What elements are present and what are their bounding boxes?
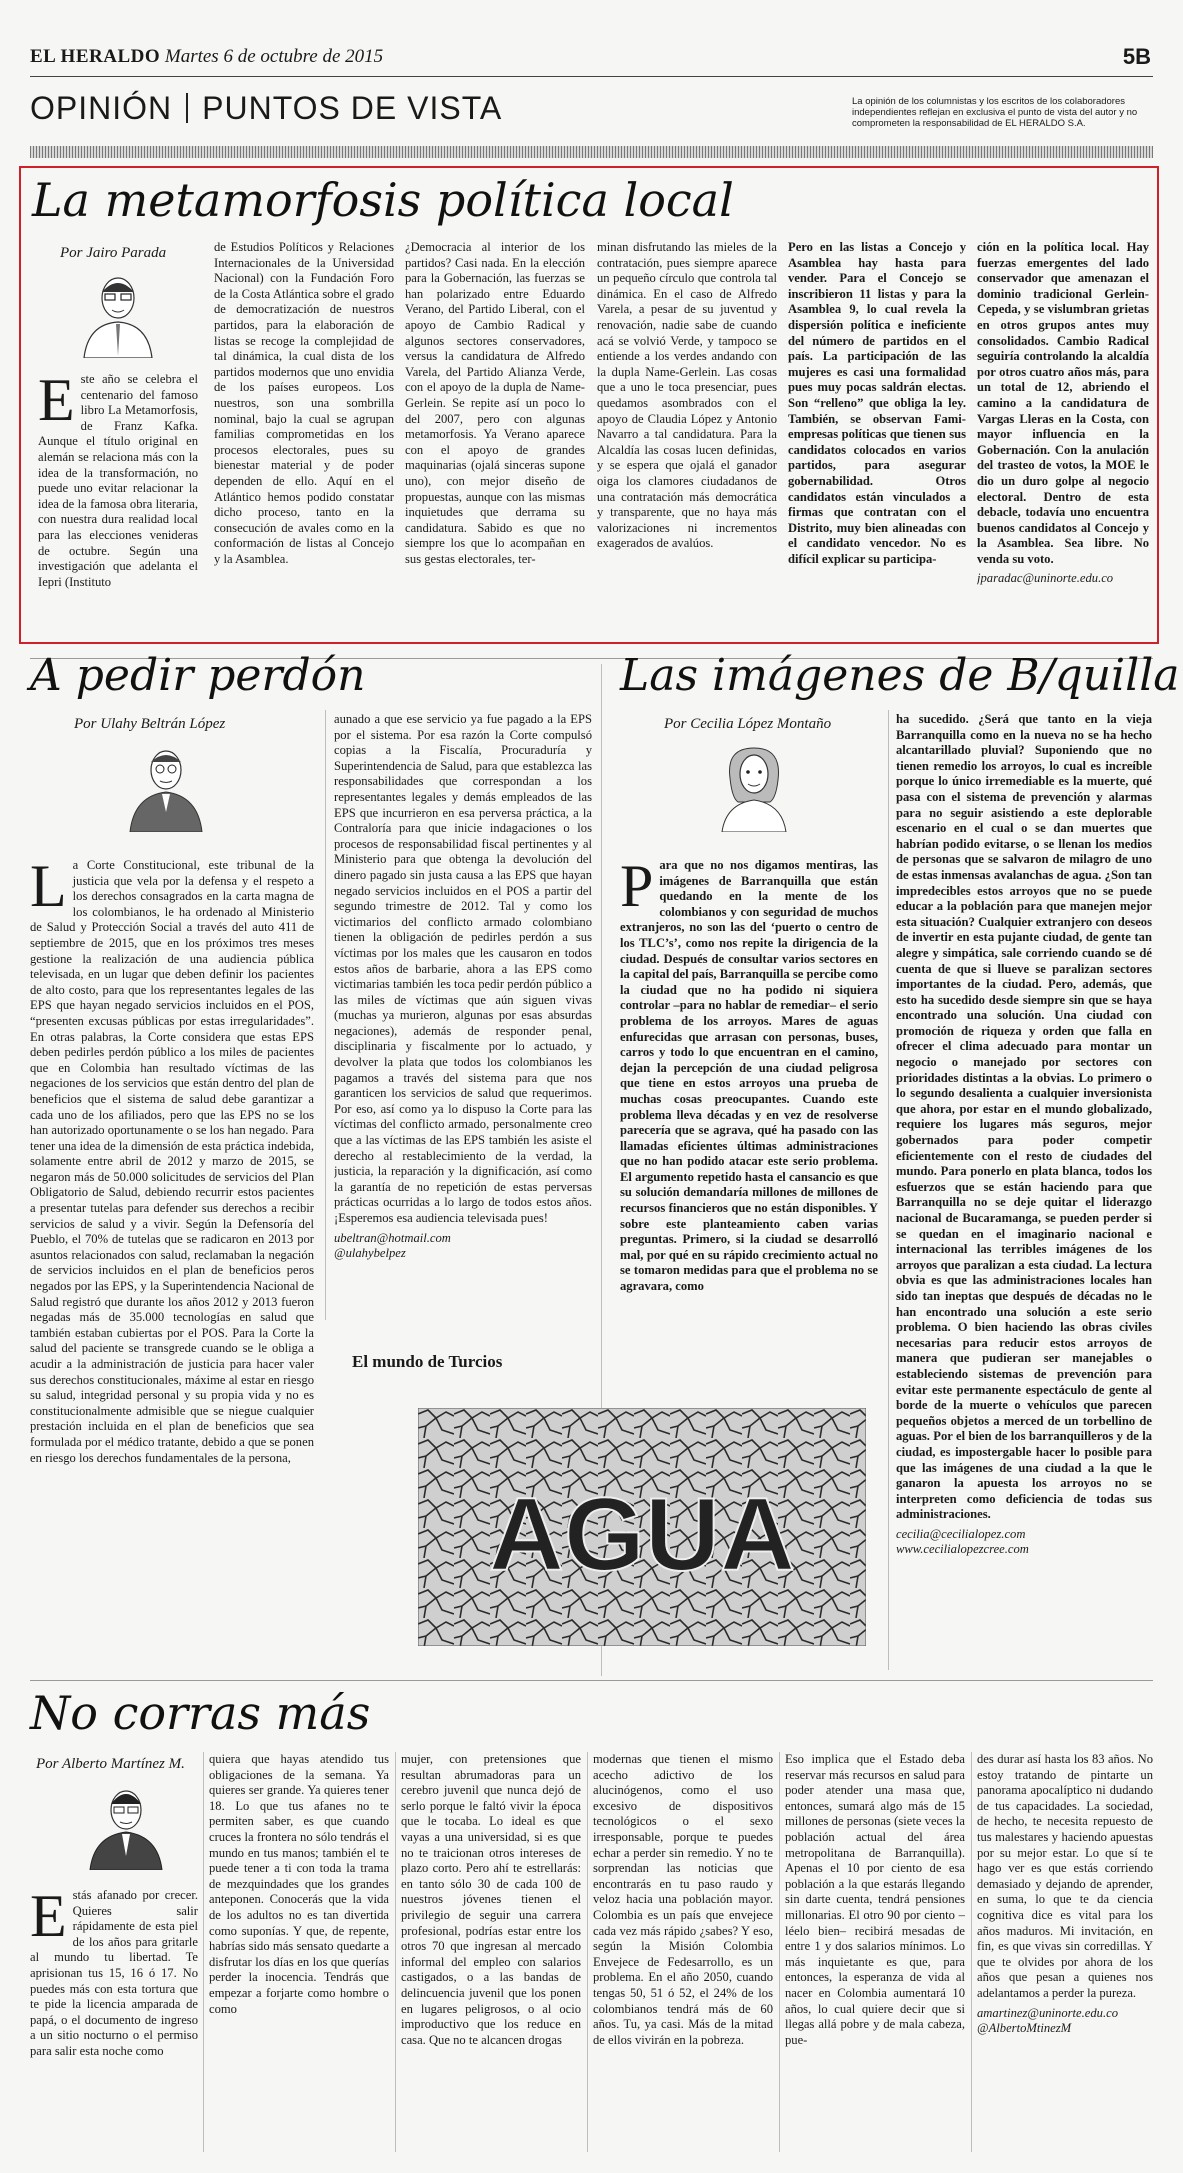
- article4-col3: mujer, con pretensiones que resultan abrumadoras para un cerebro juvenil que nunca dejó de serlo porque le faltó vivir la época que le tocaba. Lo ideal es que vayas a una universidad, si es que no te traicionan otros intereses de plazo corto. Pero ahí te estrellarás: en tanto sólo 30 de cada 100 de nuestros jóvenes tienen el privilegio de seguir una carrera profesional, podrías estar entre los otros 70 que ingresan al mercado informal del empleo con salarios castigados, o a las bandas de delincuencia juvenil que los ponen en lugares peligrosos, o al ocio improductivo que los reduce en casa. Que no te alcancen drogas: [401, 1752, 581, 2047]
- article2-dropcap: L: [30, 858, 67, 919]
- article1-col2: de Estudios Políticos y Relaciones Internacionales de la Universidad Nacional) con la Fundación Foro de la Costa Atlántica sobre el grado de democratización de nuestros partidos, para la elaboración de listas se recoge la complejidad de tal dinámica, la cual dista de los partidos modernos que uno envidia de los países europeos. Los nuestros, son una sombrilla nominal, bajo la cual se agrupan familias comprometidas en los procesos electorales, pues su bienestar material y de poder dependen de ello. Aquí en el Atlántico hemos podido constatar dicho proceso, tanto en la consecución de avales como en la conformación de listas al Concejo y la Asamblea.: [214, 240, 394, 566]
- alberto-martinez-portrait: [86, 1780, 166, 1870]
- section-separator: [186, 93, 188, 123]
- article4-handle: @AlbertoMtinezM: [977, 2021, 1072, 2036]
- cartoon-word: AGUA: [488, 1477, 796, 1593]
- a4-divider-5: [971, 1752, 972, 2152]
- a4-divider-4: [779, 1752, 780, 2152]
- article3-col2: ha sucedido. ¿Será que tanto en la vieja Barranquilla como en la nueva no se ha hecho alcantarillado pluvial? Suponiendo que no tienen remedio los arroyos, lo cual es increíble porque lo único irremediable es la muerte, qué pasa con el sistema de prevención y alarmas para no seguir asistiendo a este deplorable escenario en el cual o se dan muertes que habrían podido evitarse, o se llenan los medios de personas que se salvaron de milagro de uno de estas inmensas avalanchas de agua. ¿Son tan impredecibles estos arroyos que no se puede educar a la población para que manejen mejor esta situación? Cualquier extranjero con deseos de invertir en esta pujante ciudad, de gente tan alegre y simpática, sale corriendo cuando se dé cuenta de que si llueve se paralizan sectores importantes de la ciudad. Pero, además, que esto ha sucedido desde siempre sin que se haya encontrado una solución. Una ciudad con promoción de riqueza y orden que falla en ofrecer el clima adecuado para montar un negocio o manejado por sectores con prioridades distintas a la obvias. Lo primero o lo segundo desalienta a cualquier inversionista que ahora, por estar en el mundo globalizado, requiere los lugares más seguros, mejor gobernados para poder competir eficientemente con el resto de ciudades del mundo. Para ponerlo en plata blanca, todos los esfuerzos que se están haciendo para que Barranquilla no se deje quitar el liderazgo nacional de Bucaramanga, se pueden perder si se quedan en el imaginario nacional e internacional las terribles imágenes de los arroyos que paralizan a esta ciudad. La lectura obvia es que las administraciones locales han sido tan ineptas que después de décadas no le han encontrado una solución a este serio problema. O bien haciendo las obras civiles necesarias para reducir estos arroyos de manera que pudieran ser manejables o estableciendo sistemas de prevención para evitar este permanente espectáculo de gente al borde de la muerte o vehículos que parecen pequeños objetos a merced de un torbellino de aguas. Por el bien de los barranquilleros y de la ciudad, es impostergable hacer lo posible para que las imágenes de una ciudad a la que le ganaron la apuesta los arroyos no se interpreten como deficiencia de todas sus administraciones. cecilia@cecilialopez.com www.cecilialopezcree.com: [896, 712, 1152, 1557]
- paper-name: EL HERALDO: [30, 46, 161, 67]
- top-rule: [30, 76, 1153, 77]
- bottom-section-rule: [30, 1680, 1153, 1681]
- issue-date: Martes 6 de octubre de 2015: [164, 46, 384, 67]
- disclaimer: La opinión de los columnistas y los escritos de los colaboradores independientes reflejan en exclusiva el punto de vista del autor y no comprometen la responsabilidad de EL HERALDO S.A.: [852, 96, 1138, 129]
- article2-col2: aunado a que ese servicio ya fue pagado a la EPS por el sistema. Por esa razón la Corte compulsó copias a la Fiscalía, Procuraduría y Superintendencia de Salud, para que establezca las responsabilidades que correspondan a los representantes legales y demás empleados de las EPS que incurrieron en esa perversa práctica, a la Contraloría para que inicie indagaciones o los procesos de responsabilidad fiscal pertinentes y al Ministerio para que obtenga la devolución del dinero pagado sin justa causa a las EPS que hayan negado servicios incluidos en el POS a partir del segundo trimestre de 2012. Tal y como los victimarios del conflicto armado colombiano tienen la obligación de pedirles perdón a sus víctimas por los males que les causaron en todos estos años de barbarie, ahora a las EPS como victimarias también les toca pedir perdón público a las miles de víctimas que aún siguen vivas (muchas ya murieron, algunas por esas absurdas negaciones), además de responder penal, disciplinaria y fiscalmente por lo actuado, y devolver la plata que todos los colombianos les pagamos a través del sistema para que nos garanticen los servicios de salud que requerimos. Por eso, así como ya lo dispuso la Corte para las víctimas del conflicto armado, personalmente creo que a las víctimas de las EPS también les asiste el derecho al restablecimiento de la verdad, la justicia, la reparación y la dignificación, así como la garantía de no repetición de estas perversas prácticas ocurridas a lo largo de todos estos años. ¡Esperemos esa audiencia televisada pues! ubeltran@hotmail.com @ulahybelpez: [334, 712, 592, 1261]
- section-opinion: OPINIÓN: [30, 90, 173, 126]
- article4-col1: Estás afanado por crecer. Quieres salir rápidamente de esta piel de los años para gritarle al mundo tu libertad. Te aprisionan tus 15, 16 ó 17. No puedes más con esta tortura que te pide la licencia amparada de papá, o el documento de ingreso a un sitio nocturno o el permiso para salir esta noche como: [30, 1888, 198, 2058]
- a4-divider-1: [203, 1752, 204, 2152]
- article2-handle: @ulahybelpez: [334, 1246, 406, 1261]
- article2-byline: Por Ulahy Beltrán López: [74, 716, 226, 732]
- article4-dropcap: E: [30, 1888, 67, 1949]
- masthead: [30, 46, 383, 68]
- article2-email: ubeltran@hotmail.com: [334, 1230, 451, 1245]
- article4-email: amartinez@uninorte.edu.co: [977, 2005, 1119, 2020]
- agua-cartoon: [418, 1408, 866, 1646]
- article1-col6: ción en la política local. Hay fuerzas emergentes del lado conservador que amenazan el dominio tradicional Gerlein-Cepeda, y se vislumbran grietas en otros grupos antes muy consolidados. Cambio Radical seguiría controlando la alcaldía por otros cuatro años más, para un total de 12, abriendo el camino a la candidatura de Vargas Lleras en la Costa, con mayor influencia en la Gobernación. Con la anulación del trasteo de votos, la MOE le dio un duro golpe al negocio electoral. Dentro de esta debacle, todavía uno encuentra buenos candidatos al Concejo y la Asamblea. Sea libre. No venda su voto. jparadac@uninorte.edu.co: [977, 240, 1149, 586]
- article1-col3: ¿Democracia al interior de los partidos? Casi nada. En la elección para la Gobernación, las fuerzas se han polarizado entre Eduardo Verano, del Partido Liberal, con el apoyo de Cambio Radical y algunos sectores conservadores, versus la candidatura de Alfredo Varela, del Partido Alianza Verde, con el apoyo de la dupla de Name-Gerlein. Se repite así un poco lo del 2007, pero con algunas metamorfosis. Ya Verano aparece con el apoyo de grandes maquinarias (ojalá sinceras supone uno), con mejor diseño de propuestas, aunque con las mismas inquietudes que derrama su candidatura. Sabido es que no siempre los que lo acompañan en sus gestas electorales, ter-: [405, 240, 585, 566]
- article4-col5: Eso implica que el Estado deba reservar más recursos en salud para poder atender una masa que, entonces, sumará algo más de 15 millones de personas (siete veces la población actual del área metropolitana de Barranquilla). Apenas el 10 por ciento de esa población a la que estarás llegando sin darte cuenta, tendrá pensiones millonarias. El otro 90 por ciento –léelo bien– recibirá mesadas de entre 1 y dos salarios mínimos. Lo más inquietante es que, para entonces, la esperanza de vida al nacer en Colombia aumentará 10 años, lo cual quiere decir que si llegas allá pobre y de mala cabeza, pue-: [785, 1752, 965, 2047]
- article1-email: jparadac@uninorte.edu.co: [977, 571, 1114, 586]
- a2-col-divider: [325, 710, 326, 1320]
- article3-web: www.cecilialopezcree.com: [896, 1542, 1029, 1557]
- section-header: [30, 90, 502, 127]
- article3-dropcap: P: [620, 858, 654, 919]
- article4-col2: quiera que hayas atendido tus obligaciones de la semana. Ya quieres ser grande. Ya quieres tener 18. Lo que tus afanes no te permiten saber, es que cuando cruces la frontera no sólo tendrás el mundo en tus manos; también el te puede tener a ti con toda la trama de mezquindades que los grandes anteponen. Conocerás que la vida de los adultos no es tan divertida como suponías. Y que, de repente, habrías sido más sensato quedarte a disfrutar los días en los que querías perder la inocencia. Tendrás que empezar a forjarte como hombre o como: [209, 1752, 389, 2016]
- a4-divider-3: [587, 1752, 588, 2152]
- cecilia-lopez-portrait: [712, 740, 796, 832]
- article1-col5: Pero en las listas a Concejo y Asamblea hay hasta para vender. Para el Concejo se inscribieron 11 listas y para la Asamblea 9, lo cual revela la dispersión política e ineficiente del número de partidos en el país. La participación de las mujeres es casi una formalidad pues muy pocas saldrán electas. Son “relleno” que obliga la ley. También, se observan Fami-empresas políticas que tienen sus candidatos colocados en varios partidos, para asegurar gobernabilidad. Otros candidatos están vinculados a firmas que contratan con el Distrito, muy bien alineadas con el candidato vencedor. No es difícil explicar su participa-: [788, 240, 966, 566]
- article1-byline: Por Jairo Parada: [60, 245, 167, 261]
- article1-title: La metamorfosis política local: [32, 173, 734, 227]
- article4-title: No corras más: [30, 1686, 371, 1740]
- ulahy-beltran-portrait: [124, 740, 208, 832]
- page-number: 5B: [1122, 44, 1151, 69]
- article2-col1: La Corte Constitucional, este tribunal de la justicia que vela por la defensa y el respeto a los derechos consagrados en la carta magna de los colombianos, le ha ordenado al Ministerio de Salud y Protección Social a través del auto 411 de septiembre de 2015, que en los próximos tres meses gestione la realización de una audiencia pública televisada, en un lugar que deben definir los pacientes de alto costo, para que los representantes legales de las EPS que hayan negado servicios incluidos en el POS, “presenten excusas públicas por estas irregularidades”. En otras palabras, la Corte considera que estas EPS deben pedirles perdón público a los miles de pacientes que en Colombia han resultado víctimas de las negaciones de los servicios que están dentro del plan de beneficios que el sistema de salud debe garantizar a cada uno de los afiliados, pero que las EPS no se los han autorizado oportunamente o se los han negado. Para tener una idea de la dimensión de esta práctica indebida, solamente entre abril de 2012 y marzo de 2015, se negaron más de 50.000 solicitudes de servicios del Plan Obligatorio de Salud, debiendo recurrir estos pacientes a presentar tutelas para defender sus derechos a recibir servicios de salud y a vivir. Según la Defensoría del Pueblo, el 70% de tutelas que se radicaron en 2013 por asuntos relacionados con salud, reclamaban la negación de servicios incluidos en el plan de beneficios peros negados por las EPS, y la Superintendencia Nacional de Salud registró que durante los años 2012 y 2013 fueron negadas más de 35.000 tecnologías en salud que también estaban cubiertas por el POS. Para la Corte la salud del paciente se transgrede cuando se le obliga a acudir a la administración de justicia para hacer valer sus derechos constitucionales, máxime al estar en riesgo su salud, integridad personal y su propia vida y no es constitucionalmente admisible que se niegue cualquier prestación incluida en el plan de beneficios que sea formulada por el médico tratante, debido a que se ponen en riesgo los derechos fundamentales de la persona,: [30, 858, 314, 1465]
- article1-col1: Este año se celebra el centenario del famoso libro La Metamorfosis, de Franz Kafka. Aunque el título original en alemán se relaciona más con la idea de la transformación, no puede uno evitar relacionar la idea de la famosa obra literaria, con nuestra dura realidad local para las elecciones venideras de octubre. Según una investigación que adelanta el Iepri (Instituto: [38, 372, 198, 589]
- article2-title: A pedir perdón: [30, 650, 366, 701]
- section-puntos-de-vista: PUNTOS DE VISTA: [202, 90, 503, 126]
- cartoon-title: El mundo de Turcios: [352, 1352, 503, 1371]
- article4-col4: modernas que tienen el mismo acecho adictivo de los alucinógenos, como el uso excesivo de dispositivos tecnológicos o el sexo irresponsable, porque te puedes echar a perder sin remedio. Y no te sorprendan las noticias que encontrarás en tu paso raudo y veloz hacia una población mayor. Colombia es un país que envejece cada vez más rápido ¿sabes? Y eso, según la Misión Colombia Envejece de Fedesarrollo, es un problema. En el año 2050, cuando tengas 50, 51 ó 52, el 24% de los colombianos tendrá más de 60 años. Tu, ya casi. Más de la mitad de ellos vivirán en la pobreza.: [593, 1752, 773, 2047]
- jairo-parada-portrait: [78, 268, 158, 358]
- article3-col1: Para que no nos digamos mentiras, las imágenes de Barranquilla que están quedando en la mente de los colombianos y con seguridad de muchos extranjeros, no son las del ‘puerto o centro de los TLC’s’, como nos repite la dirigencia de la ciudad. Después de consultar varios sectores en la capital del país, Barranquilla se percibe como la ciudad que no ha podido ni siquiera controlar –para no hablar de remediar– el serio problema de los arroyos. Mares de aguas enfurecidas que arrasan con personas, buses, carros y todo lo que encuentran en el camino, dejan la percepción de una ciudad peligrosa que tiene en estos arroyos una prueba de muchas cosas preocupantes. Cuando este problema lleva décadas y en vez de resolverse parecería que se agrava, qué ha pasado con las llamadas eficientes últimas administraciones que no han podido atacar este serio problema. El argumento repetido hasta el cansancio es que su solución demandaría millones de millones de recursos financieros que no están disponibles. Y sobre este planteamiento caben varias preguntas. Primero, si la ciudad se desarrolló mal, por qué en su rápido crecimiento actual no se tomaron medidas para que el problema no se agravara, como: [620, 858, 878, 1294]
- article3-byline: Por Cecilia López Montaño: [664, 716, 832, 732]
- article1-dropcap: E: [38, 372, 75, 433]
- article3-email: cecilia@cecilialopez.com: [896, 1526, 1026, 1541]
- a4-divider-2: [395, 1752, 396, 2152]
- article3-title: Las imágenes de B/quilla: [620, 650, 1180, 701]
- article1-col4: minan disfrutando las mieles de la contratación, pues siempre aparece un pequeño círculo que controla tal dinámica. En el caso de Alfredo Varela, a pesar de su juventud y renovación, nadie sabe de cuando acá se volvió Verde, y tampoco se entiende a los verdes andando con la dupla Name-Gerlein. Las cosas que a uno le toca presenciar, pues quedamos asombrados con el apoyo de Claudia López y Antonio Navarro a tal candidatura. Para la Alcaldía las cosas lucen definidas, y se espera que ojalá el ganador oiga los clamores ciudadanos de una contratación más democrática y transparente, que no haya más valorizaciones ni incrementos exagerados de avalúos.: [597, 240, 777, 551]
- article4-byline: Por Alberto Martínez M.: [36, 1756, 185, 1772]
- hatch-band: [30, 146, 1153, 158]
- a3-col-divider: [888, 710, 889, 1670]
- article4-col6: des durar así hasta los 83 años. No estoy tratando de pintarte un panorama apocalíptico ni dudando de tus capacidades. La sociedad, de hecho, te necesita repuesto de tus malestares y haciendo apuestas por su mejor estar. Lo que sí te hago ver es que estás corriendo demasiado y dejando de aprender, en suma, lo que te da ciencia cognitiva dice es vital para los años maduros. Mi invitación, en fin, es que vivas sin corredillas. Y que te olvides por ahora de los años que pesan a quienes nos adelantamos a perder la pureza. amartinez@uninorte.edu.co @AlbertoMtinezM: [977, 1752, 1153, 2036]
